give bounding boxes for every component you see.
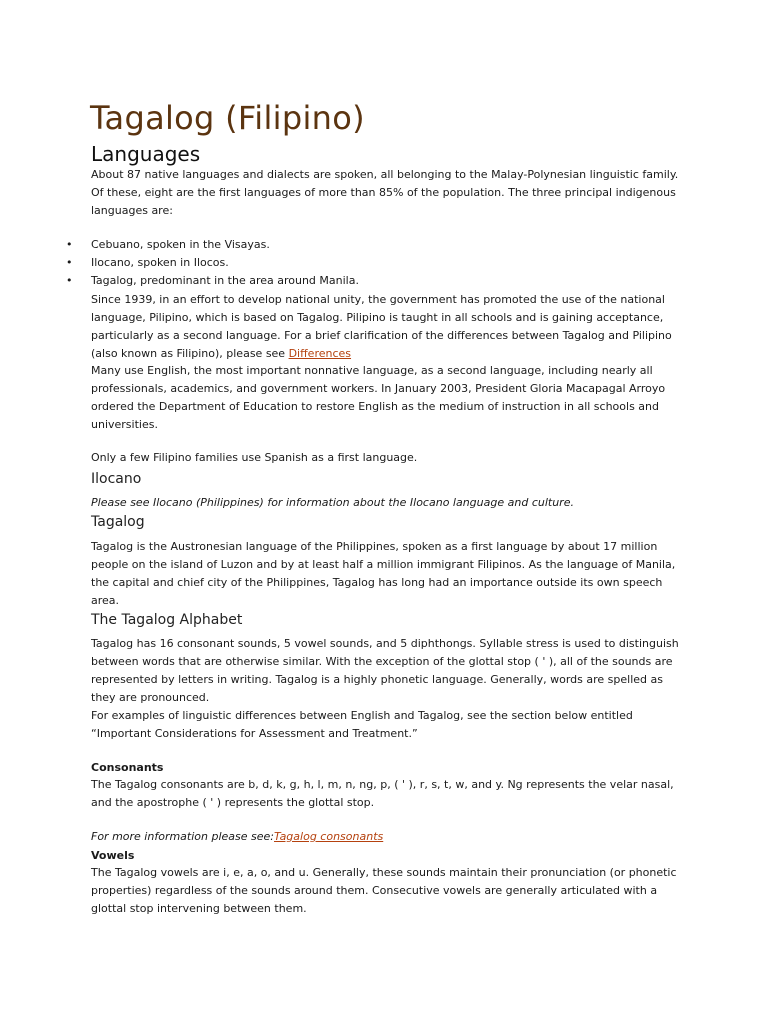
differences-link[interactable]: Differences: [288, 347, 352, 360]
vowels-paragraph: The Tagalog vowels are i, e, a, o, and u. Generally, these sounds maintain their pronunciation (or phonetic properties) regardless of the sounds around them. Consecutive vowels are generally articulated with a glottal stop intervening between them.: [91, 866, 677, 915]
language-list: [66, 236, 359, 290]
list-item: • Ilocano, spoken in Ilocos.: [66, 254, 359, 272]
bullet-icon: •: [66, 256, 73, 269]
consonants-paragraph: The Tagalog consonants are b, d, k, g, h, l, m, n, ng, p, ( ' ), r, s, t, w, and y. Ng represents the velar nasal, and the apostrophe ( ' ) represents the glottal stop.: [91, 778, 674, 809]
bullet-icon: •: [66, 238, 73, 251]
page-title: Tagalog (Filipino): [90, 99, 365, 137]
spanish-paragraph: Only a few Filipino families use Spanish as a first language.: [91, 451, 418, 464]
ilocano-heading: Ilocano: [91, 471, 142, 487]
vowels-heading: Vowels: [91, 849, 135, 862]
english-paragraph: Many use English, the most important nonnative language, as a second language, including nearly all professionals, academics, and government workers. In January 2003, President Gloria Macapagal Arroyo ordered the Department of Education to restore English as the medium of instruction in all schools and universities.: [91, 364, 666, 431]
languages-heading: Languages: [91, 142, 201, 166]
alphabet-heading: The Tagalog Alphabet: [91, 612, 243, 628]
list-item: • Tagalog, predominant in the area around Manila.: [66, 272, 359, 290]
tagalog-heading: Tagalog: [91, 514, 145, 530]
bullet-icon: •: [66, 274, 73, 287]
alphabet-paragraph: Tagalog has 16 consonant sounds, 5 vowel sounds, and 5 diphthongs. Syllable stress is used to distinguish between words that are otherwise similar. With the exception of the glottal stop ( ' ), all of the sounds are represented by letters in writing. Tagalog is a highly phonetic language. Generally, words are spelled as they are pronounced.: [91, 637, 679, 704]
list-item: • Cebuano, spoken in the Visayas.: [66, 236, 359, 254]
national-language-paragraph: Since 1939, in an effort to develop national unity, the government has promoted the use of the national language, Pilipino, which is based on Tagalog. Pilipino is taught in all schools and is gaining acceptance, particularly as a second language. For a brief clarification of the differences between Tagalog and Pilipino (also known as Filipino), please see Differences: [91, 293, 672, 360]
ilocano-paragraph: Please see Ilocano (Philippines) for information about the Ilocano language and culture.: [91, 496, 574, 509]
consonants-heading: Consonants: [91, 761, 164, 774]
tagalog-consonants-link[interactable]: Tagalog consonants: [274, 830, 384, 843]
tagalog-paragraph: Tagalog is the Austronesian language of the Philippines, spoken as a first language by about 17 million people on the island of Luzon and by at least half a million immigrant Filipinos. As the language of Manila, the capital and chief city of the Philippines, Tagalog has long had an importance outside its own speech area.: [91, 540, 676, 607]
more-info-line: For more information please see:Tagalog consonants: [91, 830, 384, 843]
examples-paragraph: For examples of linguistic differences between English and Tagalog, see the section below entitled “Important Considerations for Assessment and Treatment.”: [91, 709, 633, 740]
intro-paragraph: About 87 native languages and dialects are spoken, all belonging to the Malay-Polynesian linguistic family. Of these, eight are the first languages of more than 85% of the population. The three principal indigenous languages are:: [91, 168, 679, 217]
